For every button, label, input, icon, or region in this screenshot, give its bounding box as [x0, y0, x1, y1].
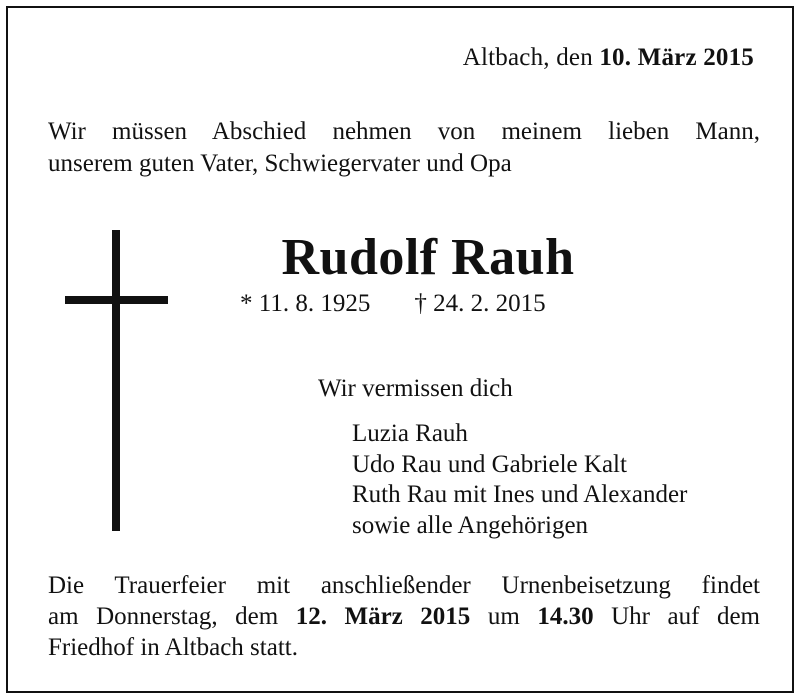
ceremony-date: 12. März 2015 [295, 603, 471, 630]
intro-text [48, 116, 760, 180]
ceremony-line-3: Friedhof in Altbach statt. [48, 634, 298, 661]
place-and-date [463, 44, 754, 72]
ceremony-line-2-a: am Donnerstag, dem [48, 603, 296, 630]
ceremony-info [48, 570, 760, 663]
life-dates [240, 290, 546, 318]
mourner-name: Luzia Rauh [352, 420, 468, 447]
mourners-heading: Wir vermissen dich [318, 375, 513, 402]
notice-date: 10. März 2015 [599, 44, 754, 71]
mourner-name: Udo Rau und Gabriele Kalt [352, 450, 627, 478]
ceremony-time: 14.30 [537, 603, 594, 630]
cross-icon-horizontal [65, 296, 168, 304]
ceremony-line-2-b: um [470, 603, 538, 630]
ceremony-line-2 [48, 601, 760, 632]
place-date-prefix: Altbach, den [462, 44, 600, 71]
obituary-notice [6, 6, 794, 693]
intro-line-2: unserem guten Vater, Schwiegervater und Opa [48, 150, 512, 177]
mourner-name: Ruth Rau mit Ines und Alexander [352, 481, 688, 508]
birth-date: * 11. 8. 1925 [240, 290, 371, 317]
mourner-name: sowie alle Angehörigen [352, 511, 589, 539]
deceased-name: Rudolf Rauh [281, 229, 575, 286]
intro-line-1: Wir müssen Abschied nehmen von meinem lieben Mann, [48, 118, 760, 145]
ceremony-line-2-c: Uhr auf dem [593, 603, 760, 630]
mourners-list [352, 419, 687, 541]
death-date: † 24. 2. 2015 [414, 290, 546, 317]
ceremony-line-1: Die Trauerfeier mit anschließender Urnenbeisetzung findet [48, 572, 760, 599]
